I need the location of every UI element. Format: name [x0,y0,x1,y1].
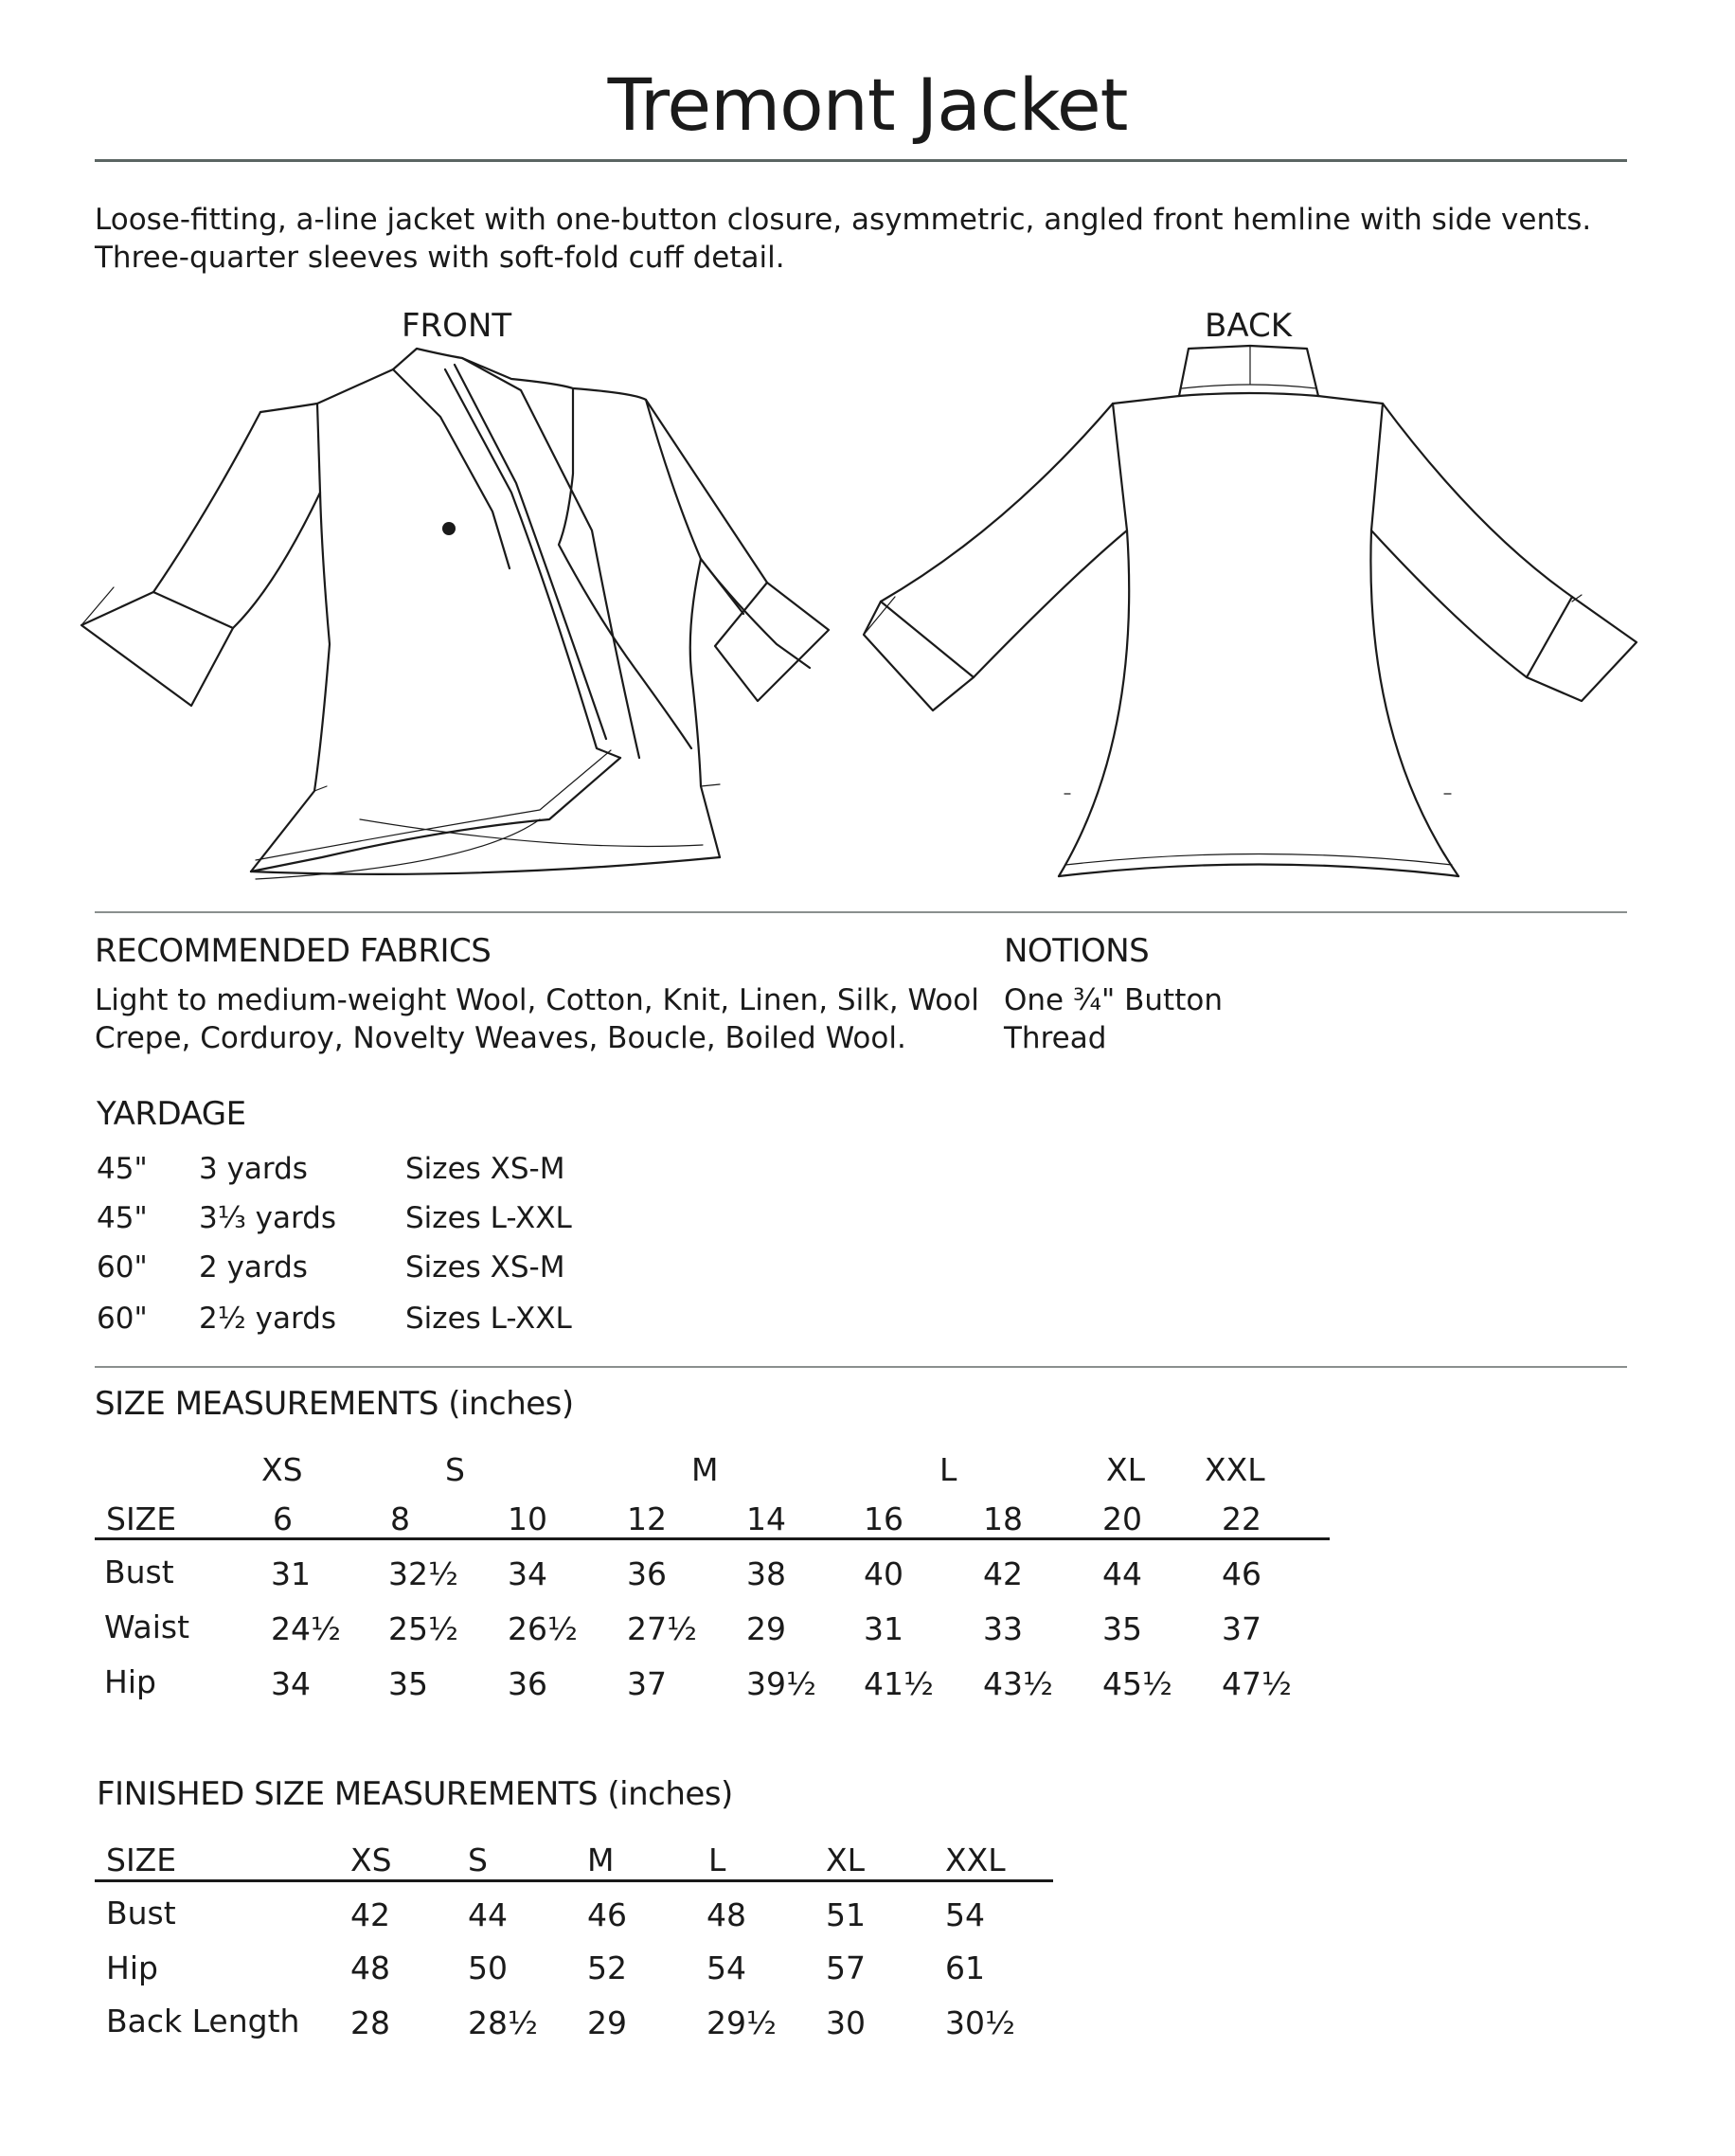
table-cell: 34 [271,1665,311,1702]
front-view-label: FRONT [402,307,512,345]
table-cell: 61 [945,1949,985,1986]
yardage-amount: 2 yards [199,1250,308,1285]
table-cell: 46 [1222,1555,1261,1592]
size-measurements-title: SIZE MEASUREMENTS [95,1385,438,1423]
size-table-header-rule [95,1537,1330,1540]
table-cell: 48 [350,1949,390,1986]
table-cell: 57 [826,1949,866,1986]
size-measurements-heading [95,1385,574,1423]
size-number: 6 [273,1500,293,1537]
finished-measurements-unit: (inches) [607,1775,733,1813]
size-number: 14 [746,1500,786,1537]
back-view-label: BACK [1205,307,1293,345]
finished-measurements-title: FINISHED SIZE MEASUREMENTS [97,1775,599,1813]
description-line-1: Loose-fitting, a-line jacket with one-button closure, asymmetric, angled front hemline with side vents. [95,203,1592,237]
table-cell: 30½ [945,2004,1015,2041]
row-label-hip: Hip [106,1949,158,1986]
table-cell: 32½ [388,1555,458,1592]
row-label-bust: Bust [104,1554,174,1590]
table-cell: 37 [1222,1610,1261,1647]
table-cell: 50 [468,1949,508,1986]
table-cell: 36 [627,1555,667,1592]
yardage-amount: 3⅓ yards [199,1201,336,1235]
finished-size: M [587,1842,615,1878]
section-divider-1 [95,911,1627,913]
yardage-heading: YARDAGE [97,1095,246,1133]
yardage-sizes: Sizes XS-M [405,1250,565,1285]
table-cell: 35 [388,1665,428,1702]
table-cell: 28 [350,2004,390,2041]
size-group: XL [1106,1451,1145,1488]
table-cell: 31 [864,1610,903,1647]
yardage-width: 45" [97,1201,148,1235]
size-number: 20 [1102,1500,1142,1537]
table-cell: 31 [271,1555,311,1592]
size-number: 8 [390,1500,410,1537]
row-label-back-length: Back Length [106,2003,300,2039]
table-cell: 54 [707,1949,746,1986]
size-number: 12 [627,1500,667,1537]
size-number: 18 [983,1500,1023,1537]
table-cell: 29 [746,1610,786,1647]
table-cell: 41½ [864,1665,934,1702]
table-cell: 28½ [468,2004,538,2041]
table-cell: 45½ [1102,1665,1172,1702]
yardage-width: 45" [97,1152,148,1186]
size-number: 22 [1222,1500,1261,1537]
finished-header-label: SIZE [106,1842,177,1878]
yardage-width: 60" [97,1302,148,1336]
size-group: M [691,1451,719,1488]
table-cell: 39½ [746,1665,816,1702]
row-label-waist: Waist [104,1608,190,1645]
table-cell: 51 [826,1896,866,1933]
yardage-width: 60" [97,1250,148,1285]
table-cell: 52 [587,1949,627,1986]
finished-size: S [468,1842,488,1878]
yardage-sizes: Sizes L-XXL [405,1201,572,1235]
notions-line-1: One ¾" Button [1004,983,1223,1017]
size-number: 10 [508,1500,547,1537]
table-cell: 36 [508,1665,547,1702]
table-cell: 33 [983,1610,1023,1647]
row-label-hip: Hip [104,1663,156,1700]
table-cell: 30 [826,2004,866,2041]
table-cell: 29 [587,2004,627,2041]
table-cell: 38 [746,1555,786,1592]
fabrics-line-1: Light to medium-weight Wool, Cotton, Knit, Linen, Silk, Wool [95,983,979,1017]
finished-size: XXL [945,1842,1006,1878]
table-cell: 54 [945,1896,985,1933]
yardage-sizes: Sizes XS-M [405,1152,565,1186]
front-jacket-sketch [66,341,843,890]
table-cell: 47½ [1222,1665,1292,1702]
size-measurements-unit: (inches) [448,1385,574,1423]
table-cell: 43½ [983,1665,1053,1702]
table-cell: 40 [864,1555,903,1592]
table-cell: 25½ [388,1610,458,1647]
finished-size: L [708,1842,726,1878]
table-cell: 24½ [271,1610,341,1647]
size-group: L [939,1451,957,1488]
notions-heading: NOTIONS [1004,932,1150,970]
table-cell: 37 [627,1665,667,1702]
finished-measurements-heading [97,1775,733,1813]
fabrics-line-2: Crepe, Corduroy, Novelty Weaves, Boucle, Boiled Wool. [95,1021,906,1055]
size-header-label: SIZE [106,1500,177,1537]
size-group: XS [261,1451,303,1488]
table-cell: 34 [508,1555,547,1592]
table-cell: 42 [350,1896,390,1933]
row-label-bust: Bust [106,1895,176,1931]
yardage-amount: 3 yards [199,1152,308,1186]
table-cell: 27½ [627,1610,697,1647]
table-cell: 44 [468,1896,508,1933]
size-number: 16 [864,1500,903,1537]
fabrics-heading: RECOMMENDED FABRICS [95,932,492,970]
section-divider-2 [95,1366,1627,1368]
description-line-2: Three-quarter sleeves with soft-fold cuff detail. [95,241,785,275]
size-group: S [445,1451,465,1488]
page-title: Tremont Jacket [607,63,1128,147]
table-cell: 42 [983,1555,1023,1592]
table-cell: 46 [587,1896,627,1933]
table-cell: 29½ [707,2004,777,2041]
yardage-amount: 2½ yards [199,1302,336,1336]
finished-size: XL [826,1842,865,1878]
finished-table-header-rule [95,1879,1053,1882]
finished-size: XS [350,1842,392,1878]
table-cell: 44 [1102,1555,1142,1592]
table-cell: 48 [707,1896,746,1933]
table-cell: 35 [1102,1610,1142,1647]
title-divider [95,159,1627,162]
size-group: XXL [1205,1451,1265,1488]
table-cell: 26½ [508,1610,578,1647]
yardage-sizes: Sizes L-XXL [405,1302,572,1336]
notions-line-2: Thread [1004,1021,1107,1055]
back-jacket-sketch [852,341,1648,890]
